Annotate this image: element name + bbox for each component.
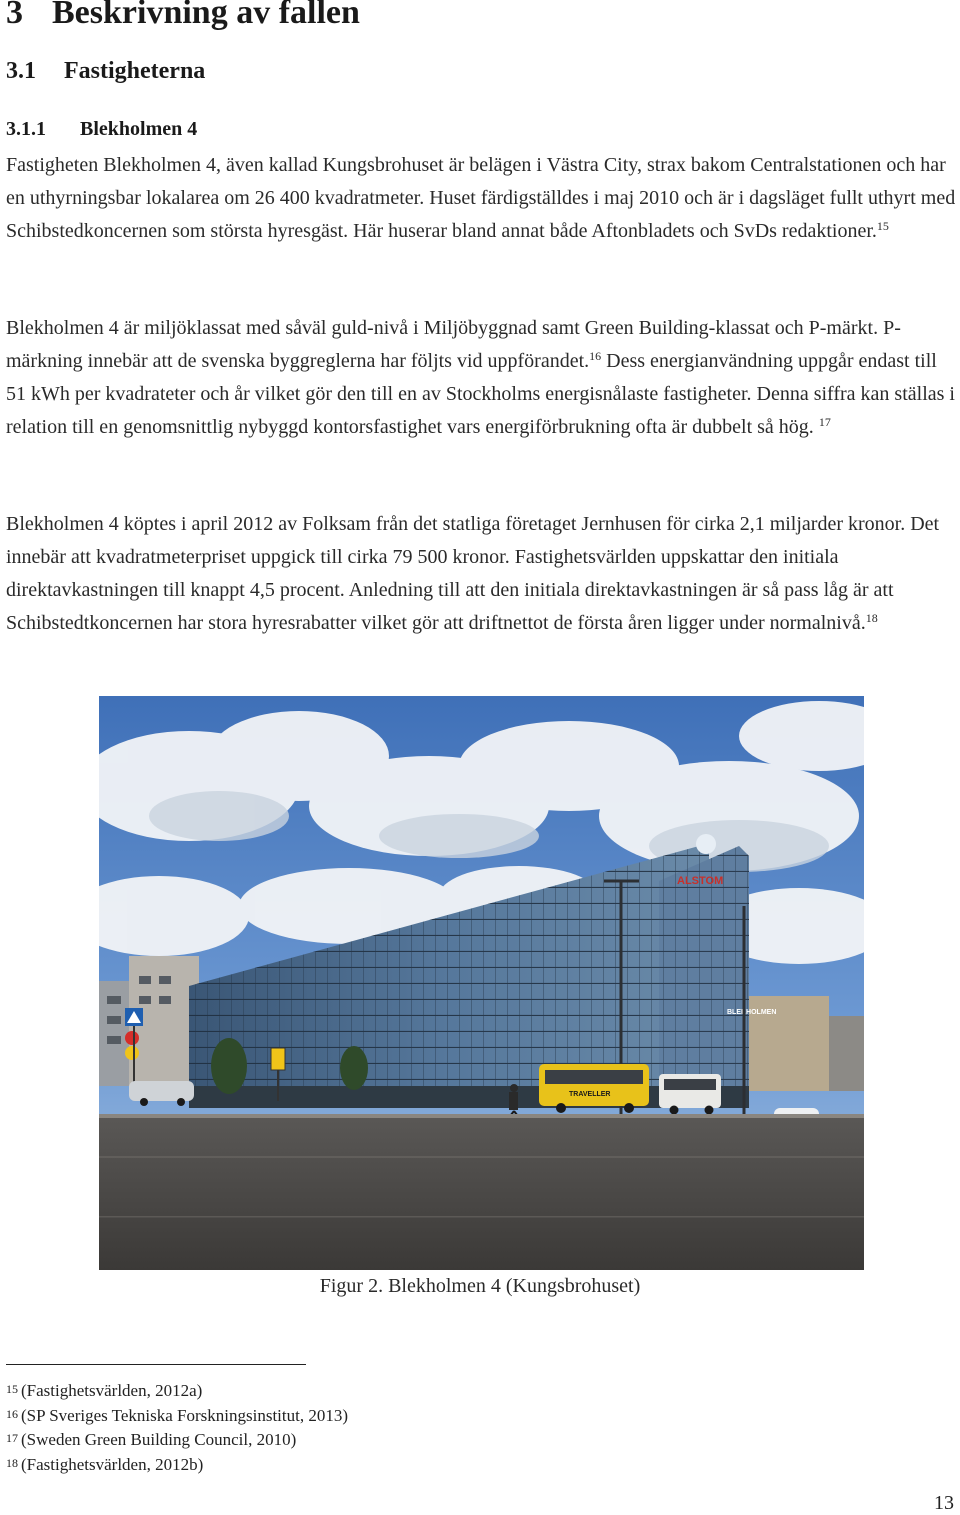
subsection-number: 3.1.1 <box>6 118 46 140</box>
footnote-number: 17 <box>6 1431 18 1445</box>
paragraph-2 <box>6 312 960 444</box>
photo-illustration <box>99 696 864 1270</box>
building-sign-mid: BLEKHOLMEN <box>727 1009 777 1016</box>
footnote-list <box>6 1378 348 1476</box>
road <box>99 1116 864 1270</box>
paragraph-text: Fastigheten Blekholmen 4, även kallad Kungsbrohuset är belägen i Västra City, strax bakom Centralstationen och har en uthyrningsbar lokalarea om 26 400 kvadratmeter. Huset färdigställdes i maj 2010 och är i dagsläget fullt uthyrt med Schibstedkoncernen som största hyresgäst. Här huserar bland annat både Aftonbladets och SvDs redaktioner. <box>6 154 956 242</box>
page-number: 13 <box>934 1492 954 1514</box>
paragraph-text: Dess energianvändning uppgår endast till 51 kWh per kvadrateter och år vilket gör den till en av Stockholms energisnålaste fastigheter. Denna siffra kan ställas i relation till en genomsnittlig nybyggd kontorsfastighet vars energiförbrukning ofta är dubbelt så hög. <box>6 350 955 438</box>
paragraph-text: Blekholmen 4 köptes i april 2012 av Folksam från det statliga företaget Jernhusen för cirka 2,1 miljarder kronor. Det innebär att kvadratmeterpriset uppgick till cirka 79 500 kronor. Fastighetsvärlden uppskattar den initiala direktavkastningen till knappt 4,5 procent. Anledning till att den initiala direktavkastningen är så pass låg är att Schibstedtkoncernen har stora hyresrabatter vilket gör att driftnettot de första åren ligger under normalnivå. <box>6 513 940 634</box>
footnote-item <box>6 1452 348 1477</box>
footnote-text: (SP Sveriges Tekniska Forskningsinstitut, 2013) <box>21 1405 349 1425</box>
footnote-text: (Fastighetsvärlden, 2012b) <box>21 1454 204 1474</box>
footnote-number: 16 <box>6 1406 18 1421</box>
footnote-item <box>6 1403 348 1428</box>
subsection-heading <box>6 118 197 141</box>
figure-caption: Figur 2. Blekholmen 4 (Kungsbrohuset) <box>319 1275 641 1297</box>
building-photo <box>99 696 864 1270</box>
section-number: 3.1 <box>6 58 36 84</box>
paragraph-text: Blekholmen 4 är miljöklassat med såväl guld-nivå i Miljöbyggnad samt Green Building-klassat och P-märkt. P-märkning innebär att de svenska byggreglerna har följts vid uppförandet. <box>6 317 901 372</box>
footnote-text: (Sweden Green Building Council, 2010) <box>21 1430 297 1449</box>
bus-yellow <box>539 1064 649 1113</box>
chapter-title: Beskrivning av fallen <box>52 0 360 31</box>
chapter-number: 3 <box>6 0 23 31</box>
footnote-number: 18 <box>6 1455 18 1470</box>
paragraph-3 <box>6 508 960 640</box>
footnote-ref[interactable]: 17 <box>818 415 831 429</box>
footnote-number: 15 <box>6 1382 18 1396</box>
footnote-ref[interactable]: 16 <box>589 349 602 363</box>
paragraph-1 <box>6 149 960 248</box>
footnote-ref[interactable]: 15 <box>876 219 889 233</box>
footnote-separator <box>6 1364 306 1365</box>
chapter-heading <box>6 0 360 32</box>
building-sign-top: ALSTOM <box>677 875 724 887</box>
bus-sign: TRAVELLER <box>569 1091 611 1098</box>
section-heading <box>6 58 205 85</box>
subsection-title: Blekholmen 4 <box>80 118 198 140</box>
section-title: Fastigheterna <box>64 58 206 84</box>
footnote-ref[interactable]: 18 <box>865 611 878 625</box>
footnote-item <box>6 1427 348 1452</box>
footnote-item <box>6 1378 348 1403</box>
footnote-text: (Fastighetsvärlden, 2012a) <box>21 1381 203 1400</box>
